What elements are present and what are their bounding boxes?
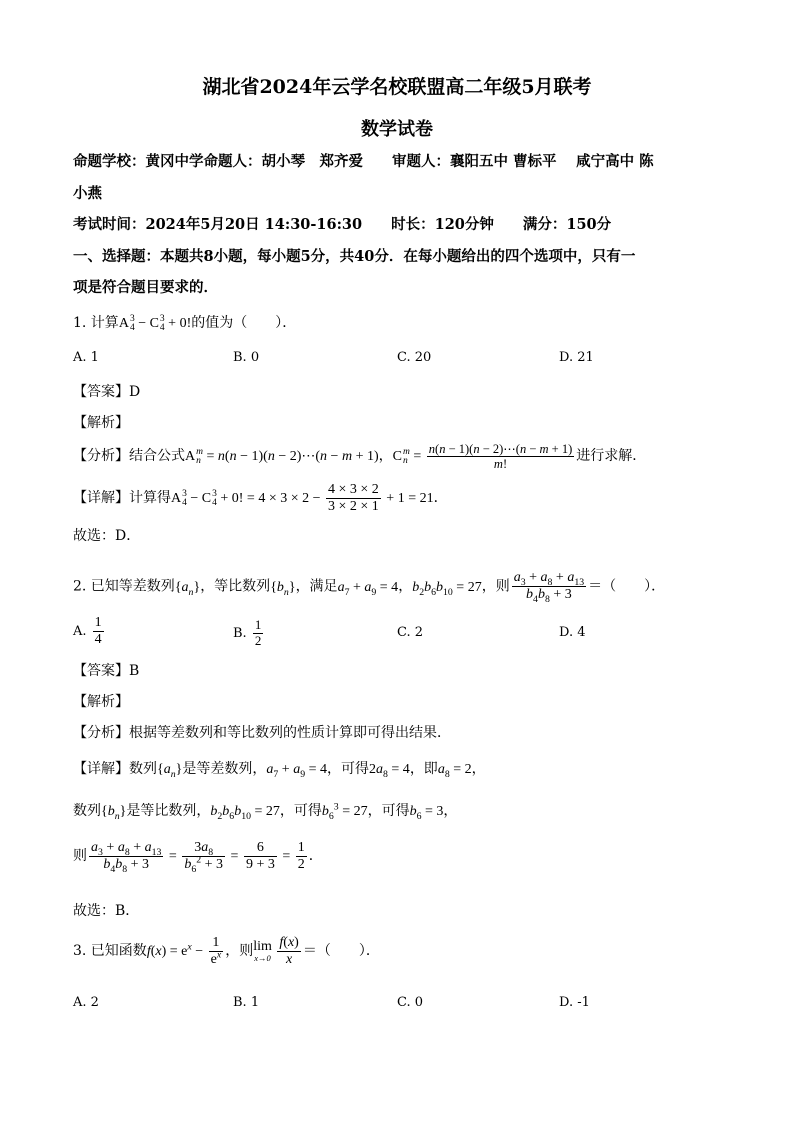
q1-option-d: D. 21 xyxy=(559,350,594,365)
fenxi-label: 【分析】 xyxy=(73,448,129,465)
q3-suffix: ＝（ ）． xyxy=(302,942,380,959)
q3-option-b: B. 1 xyxy=(233,995,260,1010)
answer-label: 【答案】 xyxy=(73,384,129,400)
exam-subtitle: 数学试卷 xyxy=(361,119,433,140)
q2-mid1: ，等比数列 xyxy=(200,578,271,595)
q2-prefix: 2. 已知等差数列 xyxy=(73,578,175,595)
q2-fenxi: 【分析】根据等差数列和等比数列的性质计算即可得出结果． xyxy=(73,725,451,741)
section1-heading-line-1: 一、选择题：本题共8小题，每小题5分，共40分．在每小题给出的四个选项中，只有一 xyxy=(73,248,636,265)
q3-mid: ，则 xyxy=(225,942,254,959)
q3-prefix: 3. 已知函数 xyxy=(73,942,147,959)
q2-detail-line-2: 数列$\{b_n\}$是等比数列，$b_2b_6b_{10} = 27$，可得$b_6^3 = 27$，可得$b_6 = 3$， xyxy=(73,801,458,822)
q2-answer-value: B xyxy=(129,663,140,679)
q1-answer xyxy=(73,381,140,401)
q2-detail-line-1: 【详解】数列$\{a_n\}$是等差数列，$a_7 + a_9 = 4$，可得$2a_8 = 4$，即$a_8 = 2$， xyxy=(73,761,486,780)
q2-option-a: A. $\frac{1}{4}$ xyxy=(73,615,102,648)
q1-option-b: B. 0 xyxy=(233,350,260,365)
q1-formula-c: C m n = $\frac{n(n - 1)(n - 2)\cdots(n - m + 1)}{m!}$ xyxy=(392,442,573,472)
q1-analysis-label: 【解析】 xyxy=(73,415,129,431)
q1-fenxi: 【分析】结合公式A m n = n(n − 1)(n − 2)⋯(n − m + 1)，C m n = $\frac{n(n - 1)(n - 2)\cdots(n - m + 1)}{m!}$ 进行求解． xyxy=(73,442,647,472)
exam-title: 湖北省2024年云学名校联盟高二年级5月联考 xyxy=(202,76,592,98)
q1-suffix: 的值为（ ）． xyxy=(191,315,297,331)
q2-stem: 2. 已知等差数列$\{a_n\}$，等比数列$\{b_n\}$，满足$a_7 + a_9 = 4$，$b_2b_6b_{10} = 27$，则 $\frac{a_3 + a_8 + a_{13}}{b_4b_8 + 3}$ ＝（ ）． xyxy=(73,570,666,605)
q1-answer-value: D xyxy=(129,384,141,400)
q2-option-b: B. $\frac{1}{2}$ xyxy=(233,617,262,648)
q3-option-c: C. 0 xyxy=(397,995,424,1010)
section1-heading-line-2: 项是符合题目要求的． xyxy=(73,279,218,296)
q2-ze: ，则 xyxy=(481,578,510,595)
q1-prefix: 1. 计算 xyxy=(73,315,119,331)
q1-formula-a: A m n = n(n − 1)(n − 2)⋯(n − m + 1) xyxy=(185,446,379,466)
q2-option-d: D. 4 xyxy=(559,625,586,640)
q1-detail-expression: A 3 4 − C 3 4 + 0! = 4 × 3 × 2 − $\frac{4 \times 3 \times 2}{3 \times 2 \times 1}$ + 1 = 21 xyxy=(171,482,434,515)
q1-stem xyxy=(73,312,296,333)
q2-analysis-label: 【解析】 xyxy=(73,694,129,710)
q3-stem: 3. 已知函数$f(x) = e^x$ − $\frac{1}{e^x}$ ，则 lim x→0 $\frac{f(x)}{x}$ ＝（ ）． xyxy=(73,935,380,968)
q1-detail-prefix: 计算得 xyxy=(129,489,171,506)
q2-fraction: $\frac{a_3 + a_8 + a_{13}}{b_4b_8 + 3}$ xyxy=(513,570,585,605)
xiangjie-label: 【详解】 xyxy=(73,489,129,506)
q2-fenxi-text: 根据等差数列和等比数列的性质计算即可得出结果． xyxy=(129,725,451,741)
q2-option-c: C. 2 xyxy=(397,625,424,640)
q2-detail-line-3: 则 $\frac{a_3 + a_8 + a_{13}}{b_4b_8 + 3}$ = $\frac{3a_8}{b_6^2 + 3}$ = $\frac{6}{9 + 3}$ = $\frac{1}{2}$ ． xyxy=(73,840,323,875)
q1-detail: 【详解】计算得A 3 4 − C 3 4 + 0! = 4 × 3 × 2 − $\frac{4 \times 3 \times 2}{3 \times 2 \times 1}$ + 1 = 21． xyxy=(73,482,448,515)
q1-fenxi-suffix: 进行求解． xyxy=(576,448,647,465)
q3-option-a: A. 2 xyxy=(73,995,99,1010)
q2-answer: 【答案】B xyxy=(73,663,140,679)
q1-conclusion: 故选：D． xyxy=(73,528,141,544)
q1-expression: A 3 4 − C 3 4 + 0! xyxy=(118,313,192,333)
q2-mid2: ，满足 xyxy=(295,578,338,595)
exam-info: 考试时间：2024年5月20日 14:30-16:30 时长：120分钟 满分：150分 xyxy=(73,216,612,233)
proposers-line-1: 命题学校：黄冈中学命题人：胡小琴 郑齐爱 审题人：襄阳五中 曹标平 咸宁高中 陈 xyxy=(73,153,654,170)
q3-option-d: D. -1 xyxy=(559,995,590,1010)
q1-option-c: C. 20 xyxy=(397,350,432,365)
q2-conclusion: 故选：B． xyxy=(73,903,140,919)
q1-fenxi-prefix: 结合公式 xyxy=(129,448,185,465)
proposers-line-2: 小燕 xyxy=(73,185,102,202)
q1-option-a: A. 1 xyxy=(73,350,99,365)
q2-equals: ＝（ ）． xyxy=(588,578,666,595)
